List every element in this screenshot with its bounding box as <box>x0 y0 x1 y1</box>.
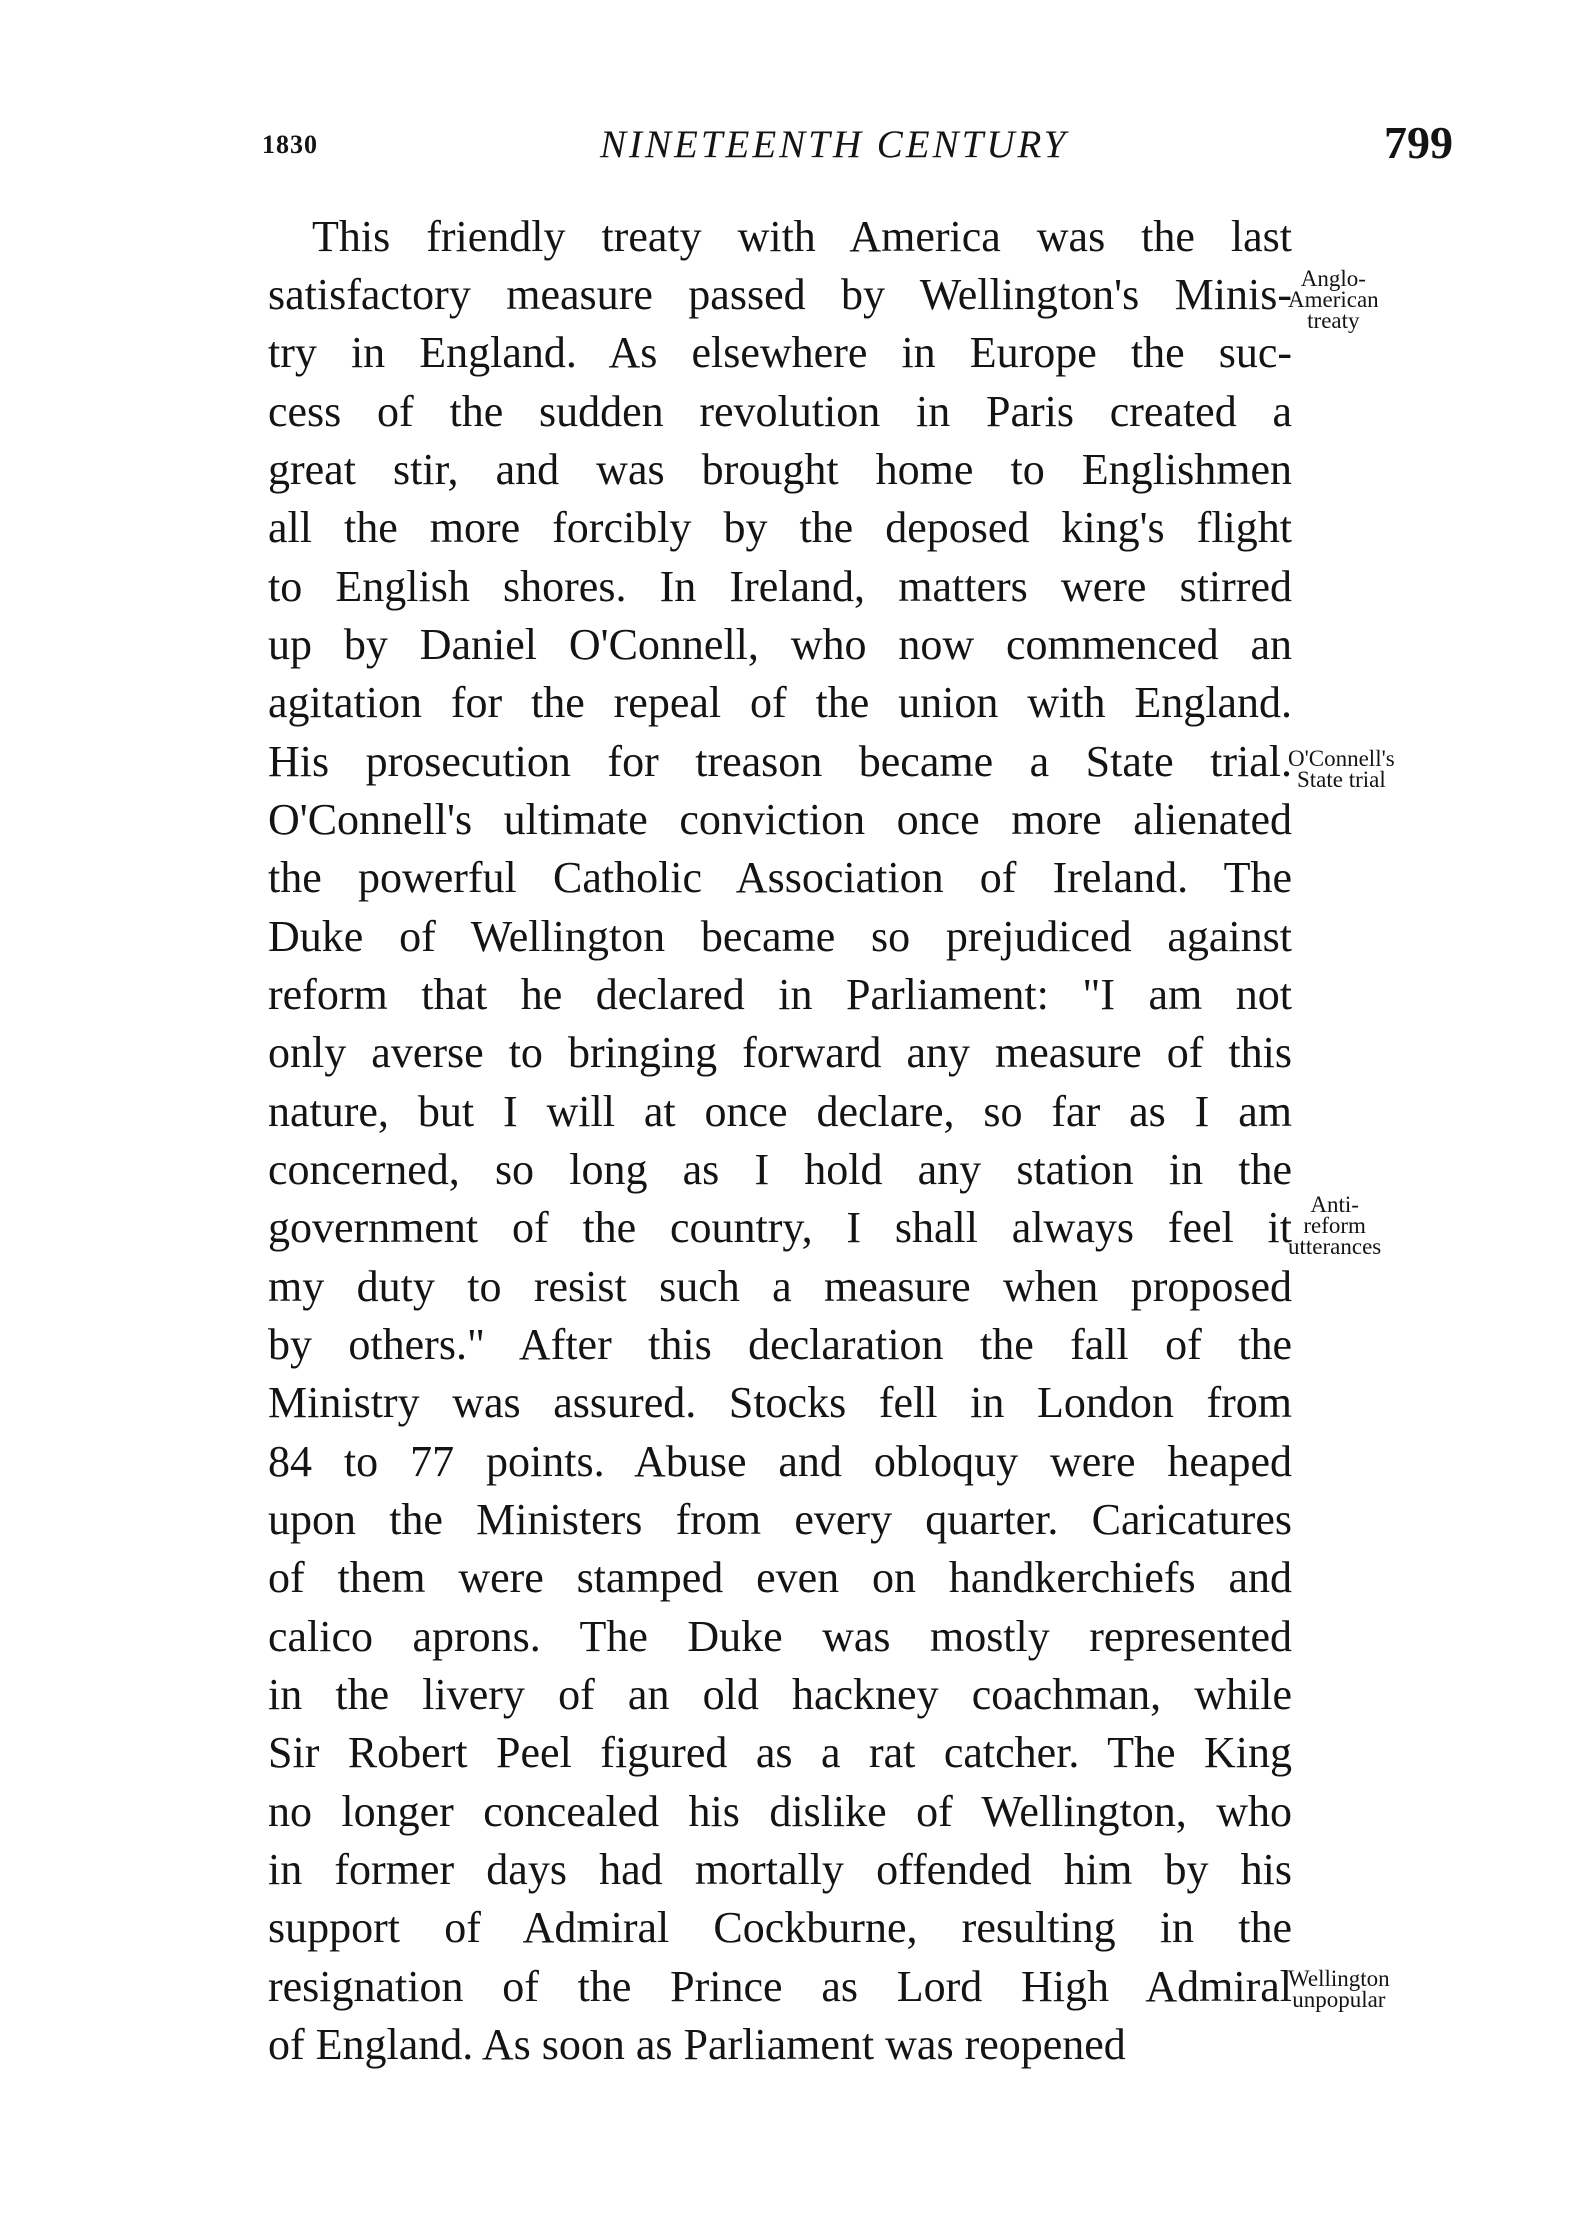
margin-note-line: Wellington <box>1288 1966 1390 1991</box>
text-line: great stir, and was brought home to Englishmen <box>268 445 1292 494</box>
header-year: 1830 <box>262 130 318 159</box>
margin-note-wellington-unpopular <box>1288 1968 1390 2010</box>
text-line: satisfactory measure passed by Wellington's Minis- <box>268 270 1292 319</box>
margin-note-oconnell-state-trial <box>1288 748 1395 790</box>
text-line: the powerful Catholic Association of Ireland. The <box>268 853 1292 902</box>
text-line: This friendly treaty with America was the last <box>312 212 1292 261</box>
text-line: cess of the sudden revolution in Paris created a <box>268 387 1292 436</box>
text-line: O'Connell's ultimate conviction once more alienated <box>268 795 1292 844</box>
text-line: Duke of Wellington became so prejudiced against <box>268 912 1292 961</box>
margin-note-line: O'Connell's <box>1288 746 1395 771</box>
text-line: in the livery of an old hackney coachman, while <box>268 1670 1292 1719</box>
text-line: try in England. As elsewhere in Europe the suc- <box>268 328 1292 377</box>
text-line: in former days had mortally offended him by his <box>268 1845 1292 1894</box>
text-line: only averse to bringing forward any measure of this <box>268 1028 1292 1077</box>
margin-note-line: treaty <box>1307 308 1360 333</box>
text-line: support of Admiral Cockburne, resulting in the <box>268 1903 1292 1952</box>
text-line: nature, but I will at once declare, so far as I am <box>268 1087 1292 1136</box>
margin-note-line: State trial <box>1296 767 1386 792</box>
margin-note-line: American <box>1288 287 1379 312</box>
margin-note-anglo-american-treaty <box>1288 268 1379 331</box>
text-line: up by Daniel O'Connell, who now commenced an <box>268 620 1292 669</box>
text-line: Ministry was assured. Stocks fell in London from <box>268 1378 1292 1427</box>
text-line: agitation for the repeal of the union with England. <box>268 678 1292 727</box>
text-line: of them were stamped even on handkerchiefs and <box>268 1553 1292 1602</box>
text-line: to English shores. In Ireland, matters were stirred <box>268 562 1292 611</box>
text-line: my duty to resist such a measure when proposed <box>268 1262 1292 1311</box>
margin-note-anti-reform-utterances <box>1288 1194 1381 1257</box>
header-title: NINETEENTH CENTURY <box>600 123 1069 166</box>
margin-note-line: Anti- <box>1310 1192 1359 1217</box>
text-line: of England. As soon as Parliament was reopened <box>268 2020 1126 2069</box>
text-line: His prosecution for treason became a State trial. <box>268 737 1292 786</box>
text-line: reform that he declared in Parliament: "I am not <box>268 970 1292 1019</box>
text-line: concerned, so long as I hold any station in the <box>268 1145 1292 1194</box>
text-line: resignation of the Prince as Lord High Admiral <box>268 1962 1292 2011</box>
text-line: government of the country, I shall always feel it <box>268 1203 1292 1252</box>
text-line: 84 to 77 points. Abuse and obloquy were heaped <box>268 1437 1292 1486</box>
margin-note-line: utterances <box>1288 1234 1382 1259</box>
margin-note-line: reform <box>1303 1213 1366 1238</box>
margin-note-line: unpopular <box>1292 1987 1386 2012</box>
text-line: Sir Robert Peel figured as a rat catcher. The King <box>268 1728 1292 1777</box>
running-header <box>0 117 1576 182</box>
text-line: no longer concealed his dislike of Wellington, who <box>268 1787 1292 1836</box>
text-line: all the more forcibly by the deposed king's flight <box>268 503 1292 552</box>
text-line: calico aprons. The Duke was mostly represented <box>268 1612 1292 1661</box>
text-line: upon the Ministers from every quarter. Caricatures <box>268 1495 1292 1544</box>
page-number: 799 <box>1384 117 1453 168</box>
margin-note-line: Anglo- <box>1300 266 1366 291</box>
text-line: by others." After this declaration the fall of the <box>268 1320 1292 1369</box>
